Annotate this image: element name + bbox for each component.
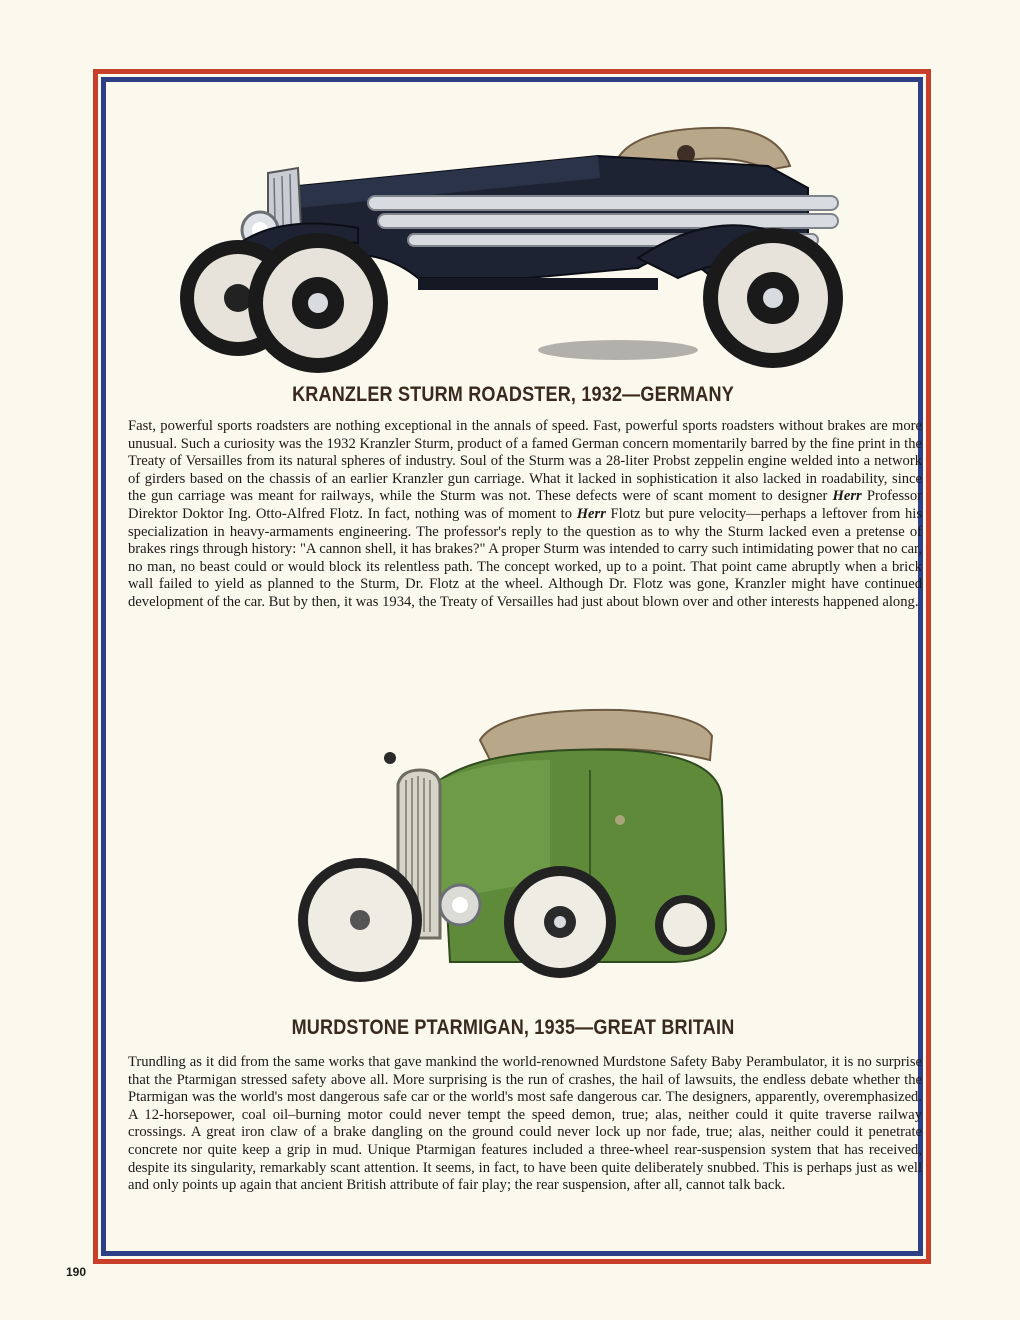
kranzler-sturm-illustration [168,118,868,378]
body-text-part: Flotz but pure velocity—perhaps a leftover from his specialization in heavy-armaments engineering. The professor's reply to the question as to why the Sturm lacked even a pretense of brakes rings through history: "A cannon shell, it has brakes?" A proper Sturm was intended to carry such intimidating power that no car, no man, no beast could or would block its relentless path. The concept worked, up to a point. That point came abruptly when a brick wall failed to yield as planned to the Sturm, Dr. Flotz at the wheel. Although Dr. Flotz was gone, Kranzler might have continued development of the car. But by then, it was 1934, the Treaty of Versailles had just about blown over and other interests happened along. [128,505,922,610]
murdstone-ptarmigan-illustration [290,700,730,1000]
article-body-kranzler [128,418,922,612]
body-text-part: Professor Direktor Doktor Ing. Otto-Alfred Flotz. In fact, nothing was of moment to [128,488,922,522]
body-text-part: Fast, powerful sports roadsters are nothing exceptional in the annals of speed. Fast, powerful sports roadsters without brakes are more unusual. Such a curiosity was the 1932 Kranzler Sturm, product of a famed German concern momentarily barred by the fine print in the Treaty of Versailles from its natural spheres of industry. Soul of the Sturm was a 28-liter Probst zeppelin engine welded into a network of girders based on the chassis of an earlier Kranzler gun carriage. What it lacked in sophistication it also lacked in roadability, since the gun carriage was meant for railways, while the Sturm was not. These defects were of scant moment to designer [128,418,922,505]
page-number: 190 [66,1265,87,1279]
body-text-italic: Herr [832,488,862,505]
article-heading-kranzler: KRANZLER STURM ROADSTER, 1932—GERMANY [292,383,734,406]
article-heading-murdstone: MURDSTONE PTARMIGAN, 1935—GREAT BRITAIN [291,1016,735,1039]
body-text-italic: Herr [576,505,606,522]
article-body-murdstone: Trundling as it did from the same works that gave mankind the world-renowned Murdstone Safety Baby Perambulator, it is no surprise that the Ptarmigan stressed safety above all. More surprising is the run of crashes, the hail of lawsuits, the endless debate whether the Ptarmigan was the world's most dangerous safe car or the world's most safe dangerous car. The designers, apparently, overemphasized. A 12-horsepower, coal oil–burning motor could never tempt the speed demon, true; alas, neither could it quite traverse railway crossings. A great iron claw of a brake dangling on the ground could never lock up nor fade, true; alas, neither could it penetrate concrete nor quite keep a grip in mud. Unique Ptarmigan features included a three-wheel rear-suspension system that has received, despite its singularity, remarkably scant attention. It seems, in fact, to have been quite deliberately snubbed. This is perhaps just as well and only points up again that ancient British attribute of fair play; the rear suspension, after all, cannot talk back. [128,1054,922,1194]
